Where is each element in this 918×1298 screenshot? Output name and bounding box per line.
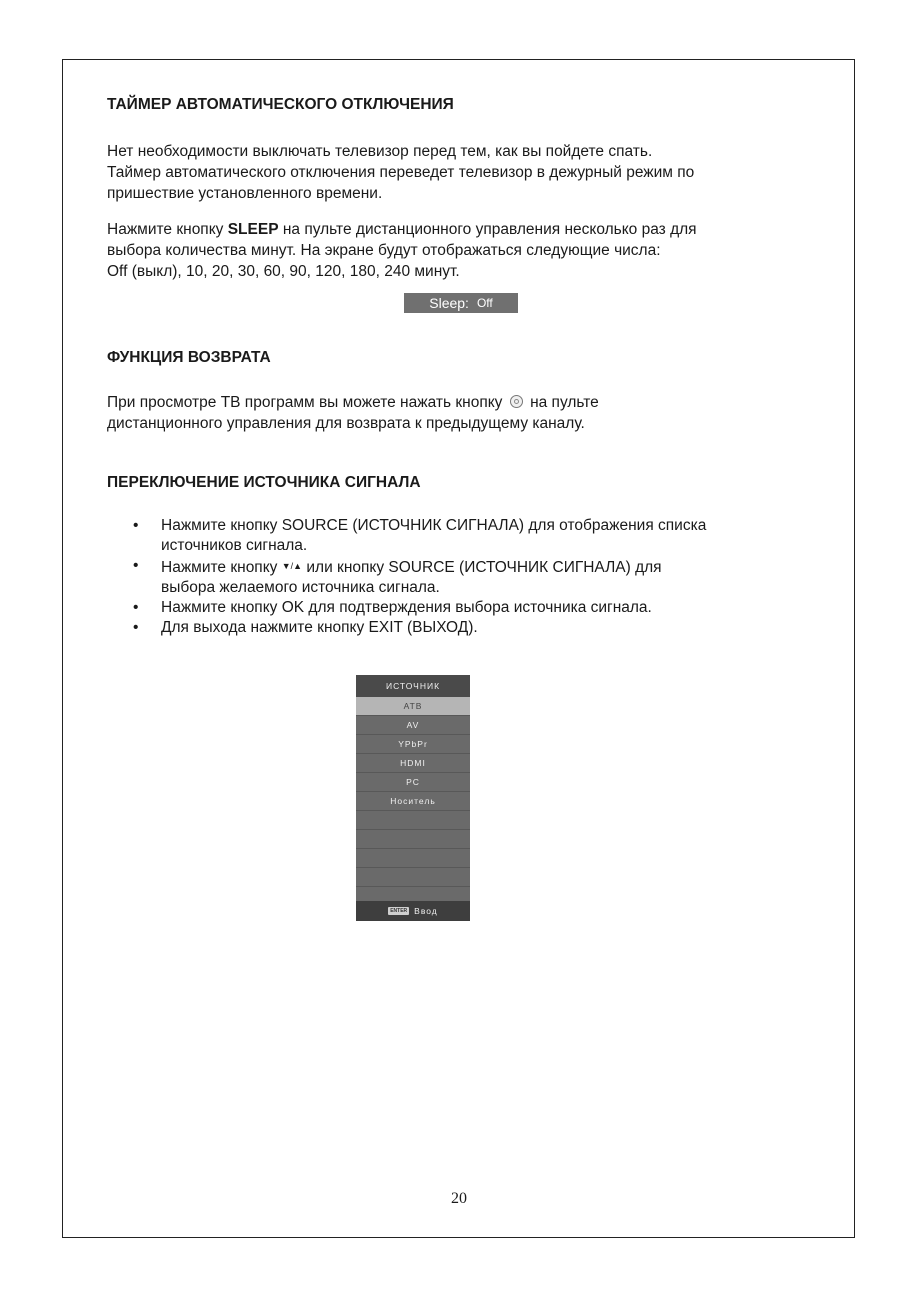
list-item <box>133 556 813 598</box>
text-line: Нет необходимости выключать телевизор перед тем, как вы пойдете спать. <box>107 143 653 160</box>
source-item-empty <box>356 811 470 830</box>
text-line: дистанционного управления для возврата к предыдущему каналу. <box>107 415 585 432</box>
enter-label: Ввод <box>414 906 438 916</box>
text-line: выбора желаемого источника сигнала. <box>161 579 440 596</box>
bullet-icon: • <box>133 557 139 574</box>
source-item-ypbpr[interactable]: YPbPr <box>356 735 470 754</box>
return-button-icon <box>510 395 523 408</box>
page-number: 20 <box>451 1190 467 1207</box>
source-item-pc[interactable]: PC <box>356 773 470 792</box>
text-line: пришествие установленного времени. <box>107 185 383 202</box>
source-item-media[interactable]: Носитель <box>356 792 470 811</box>
sleep-instructions <box>107 219 807 282</box>
enter-key-icon: ENTER <box>390 908 408 914</box>
text-line <box>107 392 807 413</box>
source-instructions-list <box>133 516 813 638</box>
bullet-icon: • <box>133 619 139 636</box>
source-menu-footer <box>356 901 470 921</box>
bullet-icon: • <box>133 599 139 616</box>
text-line: Нажмите кнопку OK для подтверждения выбора источника сигнала. <box>161 599 652 616</box>
text-fragment: Нажмите кнопку <box>107 221 228 238</box>
source-item-hdmi[interactable]: HDMI <box>356 754 470 773</box>
text-fragment: на пульте <box>530 394 599 411</box>
text-line: Off (выкл), 10, 20, 30, 60, 90, 120, 180, 240 минут. <box>107 263 460 280</box>
sleep-timer-heading: ТАЙМЕР АВТОМАТИЧЕСКОГО ОТКЛЮЧЕНИЯ <box>107 96 454 113</box>
return-function-heading: ФУНКЦИЯ ВОЗВРАТА <box>107 349 271 366</box>
text-line: Таймер автоматического отключения переведет телевизор в дежурный режим по <box>107 164 695 181</box>
up-down-arrows-icon: ▼/▲ <box>281 561 303 571</box>
text-fragment: При просмотре ТВ программ вы можете нажать кнопку <box>107 394 503 411</box>
source-switch-heading: ПЕРЕКЛЮЧЕНИЕ ИСТОЧНИКА СИГНАЛА <box>107 474 421 491</box>
source-menu <box>356 675 470 921</box>
list-item <box>133 618 813 638</box>
text-line: источников сигнала. <box>161 537 308 554</box>
sleep-timer-description <box>107 141 807 204</box>
text-line: выбора количества минут. На экране будут отображаться следующие числа: <box>107 242 661 259</box>
source-item-empty <box>356 868 470 887</box>
sleep-osd-bar <box>404 293 518 313</box>
source-menu-title: ИСТОЧНИК <box>356 675 470 697</box>
text-line: Нажмите кнопку SOURCE (ИСТОЧНИК СИГНАЛА) для отображения списка <box>161 517 707 534</box>
text-line: Для выхода нажмите кнопку EXIT (ВЫХОД). <box>161 619 478 636</box>
list-item <box>133 598 813 618</box>
text-fragment: на пульте дистанционного управления несколько раз для <box>278 221 697 238</box>
list-item <box>133 516 813 556</box>
sleep-key-name: SLEEP <box>227 221 279 238</box>
text-line <box>161 556 813 578</box>
source-item-atv[interactable]: АТВ <box>356 697 470 716</box>
text-line <box>107 219 807 240</box>
source-item-av[interactable]: AV <box>356 716 470 735</box>
text-fragment: или кнопку SOURCE (ИСТОЧНИК СИГНАЛА) для <box>306 559 662 576</box>
bullet-icon: • <box>133 517 139 534</box>
source-item-empty <box>356 849 470 868</box>
sleep-value: Off <box>476 296 493 310</box>
return-function-description <box>107 392 807 434</box>
source-item-empty <box>356 830 470 849</box>
sleep-label: Sleep: <box>429 295 469 311</box>
text-fragment: Нажмите кнопку <box>161 559 278 576</box>
